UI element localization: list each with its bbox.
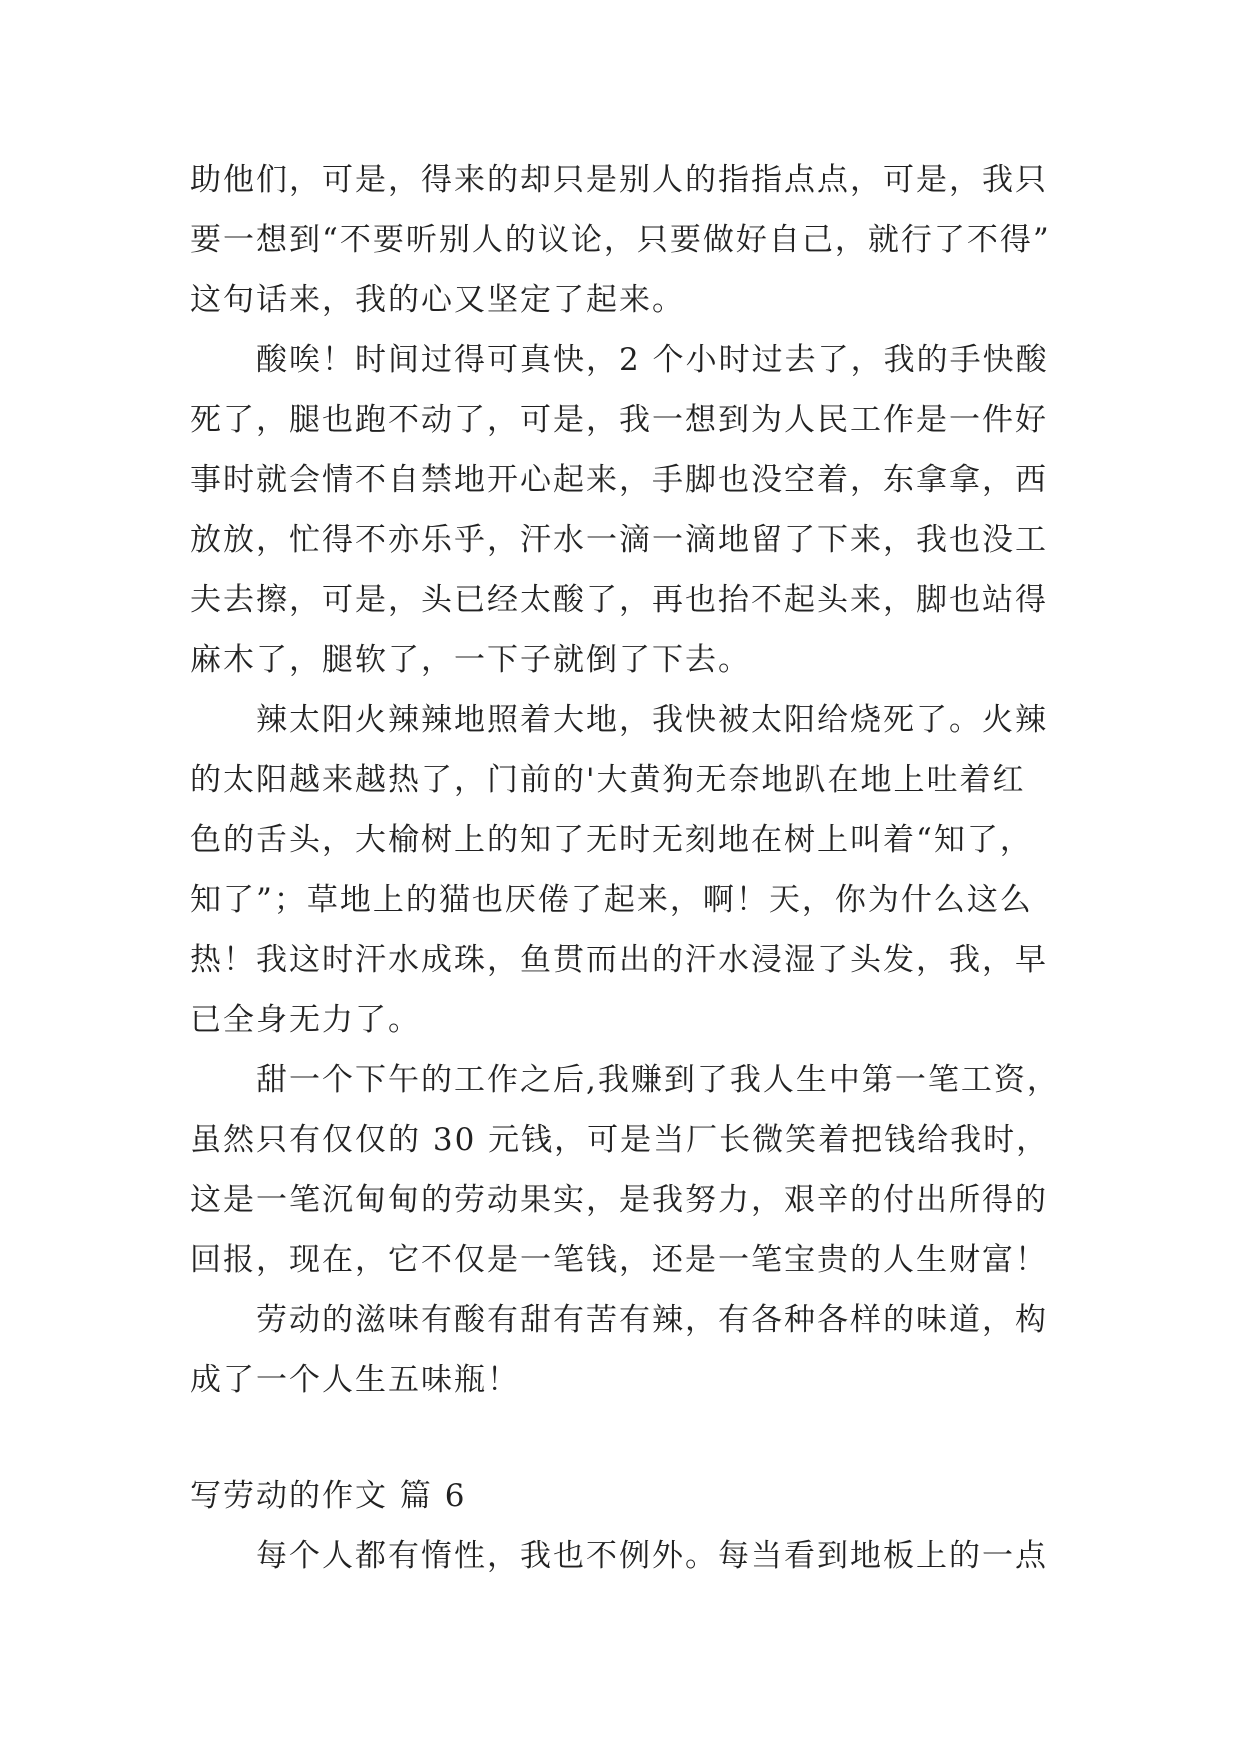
text-line: 放放，忙得不亦乐乎，汗水一滴一滴地留了下来，我也没工 [190, 522, 1048, 558]
section-spacer [190, 1410, 1060, 1466]
paragraph-first-line: 辣太阳火辣辣地照着大地，我快被太阳给烧死了。火辣 [256, 702, 1048, 738]
text-line: 死了，腿也跑不动了，可是，我一想到为人民工作是一件好 [190, 402, 1048, 438]
text-line: 色的舌头，大榆树上的知了无时无刻地在树上叫着“知了， [190, 822, 1033, 858]
paragraph-first-line: 甜一个下午的工作之后,我赚到了我人生中第一笔工资， [256, 1062, 1060, 1098]
text-line: 这句话来，我的心又坚定了起来。 [190, 282, 685, 318]
text-line: 热！我这时汗水成珠，鱼贯而出的汗水浸湿了头发，我，早 [190, 942, 1048, 978]
text-line: 的太阳越来越热了，门前的'大黄狗无奈地趴在地上吐着红 [190, 762, 1026, 798]
text-line: 已全身无力了。 [190, 1002, 421, 1038]
text-line: 事时就会情不自禁地开心起来，手脚也没空着，东拿拿，西 [190, 462, 1048, 498]
document-page [190, 150, 1060, 1586]
text-line: 知了”；草地上的猫也厌倦了起来，啊！天，你为什么这么 [190, 882, 1033, 918]
text-line: 成了一个人生五味瓶！ [190, 1362, 520, 1398]
text-line: 要一想到“不要听别人的议论，只要做好自己，就行了不得” [190, 222, 1051, 258]
text-line: 这是一笔沉甸甸的劳动果实，是我努力，艰辛的付出所得的 [190, 1182, 1048, 1218]
section-heading: 写劳动的作文 篇 6 [190, 1478, 467, 1514]
text-line: 回报，现在，它不仅是一笔钱，还是一笔宝贵的人生财富！ [190, 1242, 1048, 1278]
paragraph-first-line: 劳动的滋味有酸有甜有苦有辣，有各种各样的味道，构 [256, 1302, 1048, 1338]
text-line: 虽然只有仅仅的 30 元钱，可是当厂长微笑着把钱给我时， [190, 1122, 1050, 1158]
paragraph-first-line: 酸唉！时间过得可真快，2 个小时过去了，我的手快酸 [256, 342, 1049, 378]
text-line: 麻木了，腿软了，一下子就倒了下去。 [190, 642, 751, 678]
text-line: 夫去擦，可是，头已经太酸了，再也抬不起头来，脚也站得 [190, 582, 1048, 618]
text-line: 助他们，可是，得来的却只是别人的指指点点，可是，我只 [190, 162, 1048, 198]
paragraph-first-line: 每个人都有惰性，我也不例外。每当看到地板上的一点 [256, 1538, 1048, 1574]
